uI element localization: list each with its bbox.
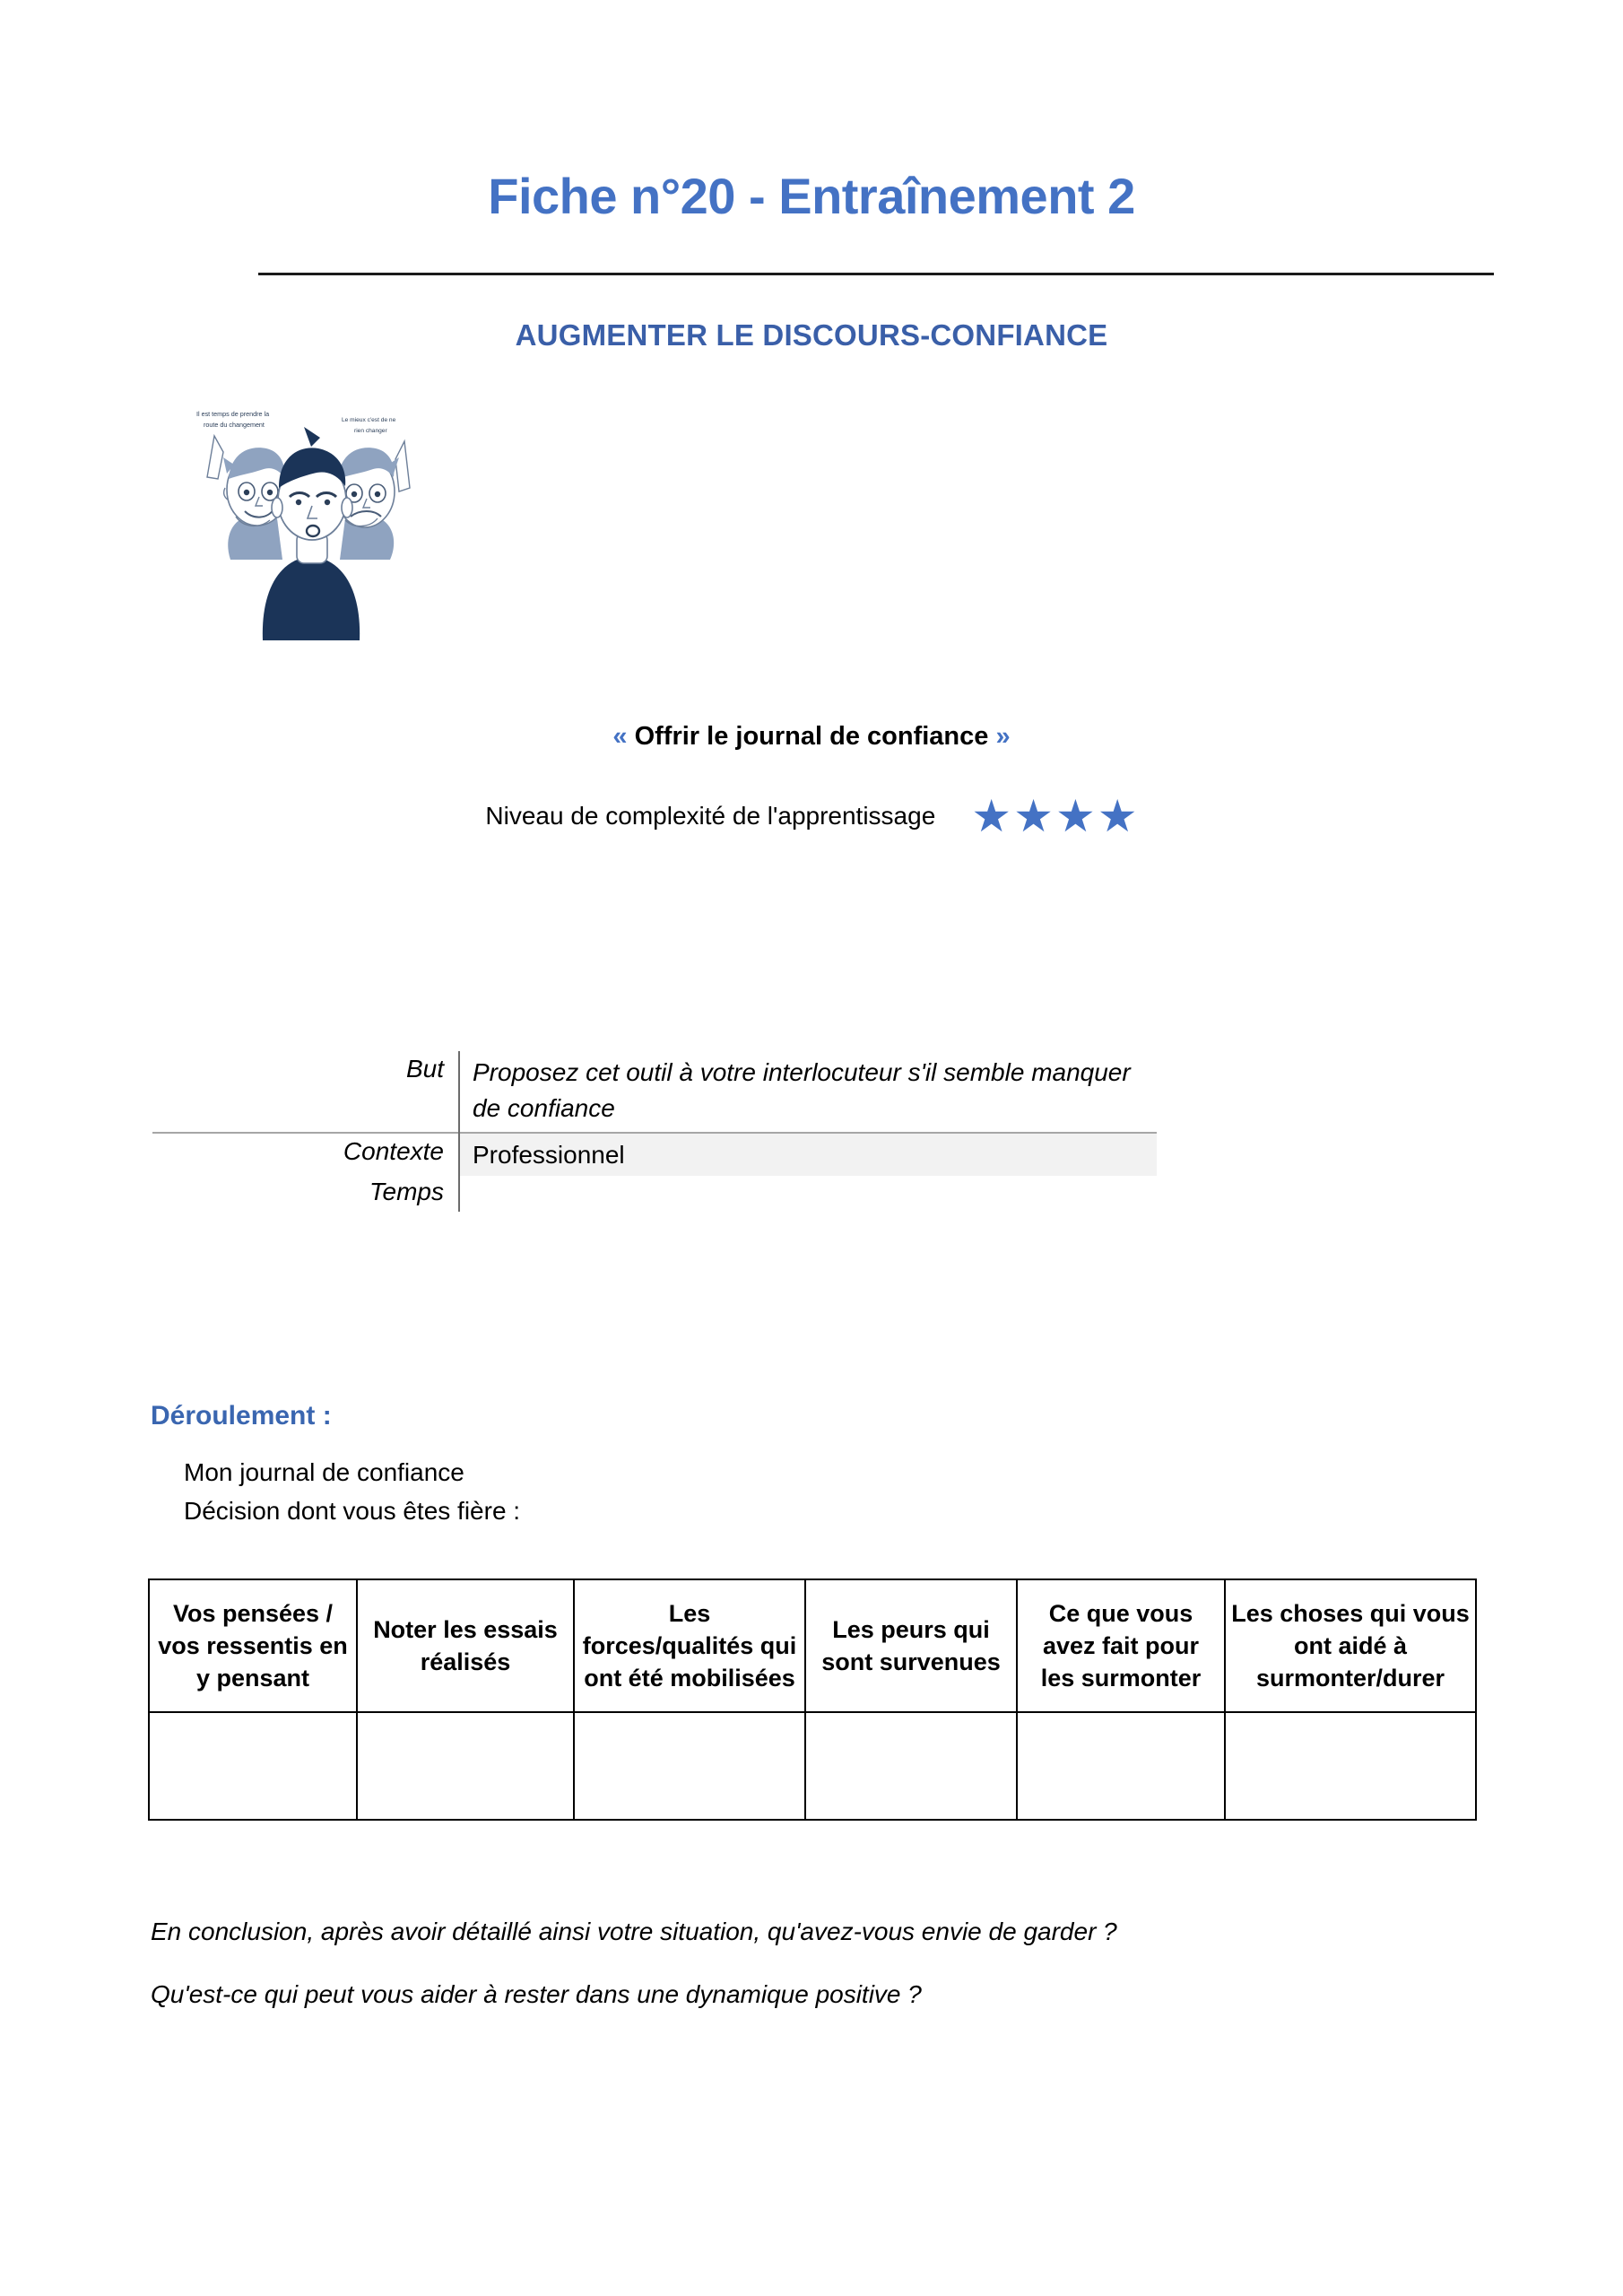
three-faces-change-illustration [184,402,439,644]
table-row [149,1712,1476,1820]
page-title: Fiche n°20 - Entraînement 2 [488,168,1135,224]
open-guillemet-icon: « [612,722,628,751]
complexity-level-label: Niveau de complexité de l'apprentissage [485,802,936,830]
tool-name-text: Offrir le journal de confiance [634,722,989,751]
table-row [152,1176,1157,1212]
deroulement-lines [184,1453,520,1531]
column-header-forces: Les forces/qualités qui ont été mobilisées [574,1579,805,1712]
column-header-peurs: Les peurs qui sont survenues [805,1579,1017,1712]
close-guillemet-icon: » [995,722,1011,751]
column-header-actions: Ce que vous avez fait pour les surmonter [1017,1579,1225,1712]
svg-text:Il est temps de prendre la: Il est temps de prendre la [196,410,270,418]
table-cell-essais[interactable] [357,1712,574,1820]
journal-table [148,1578,1477,1821]
star-icon: ★ [1055,791,1096,841]
tool-name-quote [0,722,1623,752]
page-subtitle: AUGMENTER LE DISCOURS-CONFIANCE [515,318,1108,352]
column-header-pensees: Vos pensées / vos ressentis en y pensant [149,1579,357,1712]
star-icon: ★ [971,791,1012,841]
svg-text:rien changer: rien changer [354,428,387,434]
conclusion-line-2: Qu'est-ce qui peut vous aider à rester dans une dynamique positive ? [151,1980,922,2008]
table-row [152,1051,1157,1133]
svg-text:route du changement: route du changement [204,421,265,429]
deroulement-line-1: Mon journal de confiance [184,1458,464,1486]
complexity-star-rating [971,791,1138,841]
info-value-contexte: Professionnel [459,1133,1157,1177]
info-value-temps [459,1176,1157,1212]
info-label-temps: Temps [369,1178,444,1206]
info-value-but: Proposez cet outil à votre interlocuteur s'il semble manquer de confiance [459,1051,1157,1133]
table-cell-peurs[interactable] [805,1712,1017,1820]
table-row [152,1133,1157,1177]
table-cell-forces[interactable] [574,1712,805,1820]
column-header-aides: Les choses qui vous ont aidé à surmonter/durer [1225,1579,1476,1712]
table-header-row [149,1579,1476,1712]
table-cell-actions[interactable] [1017,1712,1225,1820]
svg-text:Le mieux c'est de ne: Le mieux c'est de ne [342,417,396,423]
table-cell-pensees[interactable] [149,1712,357,1820]
deroulement-heading: Déroulement : [151,1401,332,1431]
complexity-level-row [0,791,1623,841]
conclusion-line-1: En conclusion, après avoir détaillé ainsi votre situation, qu'avez-vous envie de garder ? [151,1918,1117,1945]
star-icon: ★ [1013,791,1054,841]
column-header-essais: Noter les essais réalisés [357,1579,574,1712]
title-divider [258,273,1494,275]
star-icon: ★ [1097,791,1138,841]
deroulement-line-2: Décision dont vous êtes fière : [184,1497,521,1526]
info-table [152,1051,1157,1212]
table-cell-aides[interactable] [1225,1712,1476,1820]
conclusion-block [151,1919,1496,2045]
info-label-but: But [405,1055,444,1083]
info-label-contexte: Contexte [152,1133,459,1177]
